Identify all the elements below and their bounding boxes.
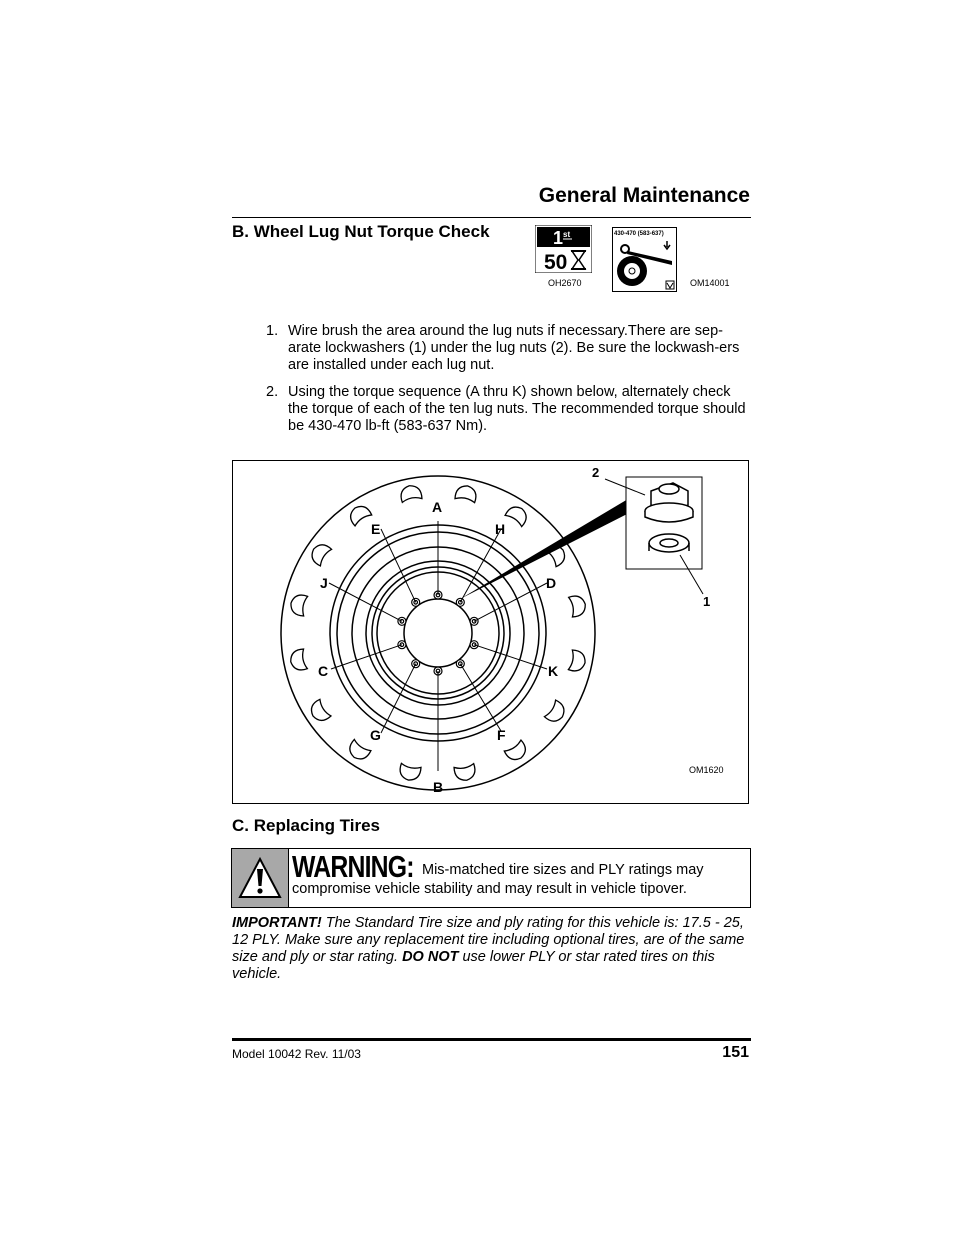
lug-nut-ring — [398, 591, 478, 675]
label-d: D — [546, 575, 557, 591]
tread-lug — [307, 699, 331, 724]
torque-spec-label: 430-470 (583-637) — [614, 231, 664, 237]
footer-model: Model 10042 Rev. 11/03 — [232, 1047, 361, 1061]
torque-spec-icon — [612, 227, 677, 292]
important-emphasis: DO NOT — [402, 949, 459, 965]
interval-hours: 50 — [544, 251, 568, 273]
service-interval-icon — [535, 225, 592, 273]
caption-om14001: OM14001 — [690, 278, 730, 288]
tread-lug — [346, 739, 371, 763]
caption-om1620: OM1620 — [689, 765, 724, 775]
tread-lug — [504, 740, 529, 764]
procedure-steps — [266, 323, 752, 445]
label-h: H — [495, 521, 506, 537]
caption-oh2670: OH2670 — [548, 278, 582, 288]
step-number: 1. — [266, 323, 279, 339]
tread-lug — [289, 593, 308, 616]
step-2 — [266, 384, 752, 435]
warning-text-line2: compromise vehicle stability and may result in vehicle tipover. — [292, 881, 687, 897]
warning-text-line1: Mis-matched tire sizes and PLY ratings may — [422, 862, 704, 878]
warning-title: WARNING: — [292, 849, 414, 884]
label-a: A — [432, 499, 443, 515]
step-number: 2. — [266, 384, 279, 400]
callout-washer: 1 — [703, 594, 711, 609]
section-title: General Maintenance — [538, 184, 750, 207]
tread-lug — [569, 594, 588, 617]
tread-lug — [455, 484, 478, 503]
tread-lug — [568, 650, 587, 673]
label-j: J — [320, 575, 328, 591]
label-k: K — [548, 663, 559, 679]
leader-line — [474, 583, 547, 621]
header-rule — [232, 217, 751, 218]
footer-rule — [232, 1038, 751, 1041]
tread-lug — [289, 649, 308, 672]
important-note — [232, 915, 752, 983]
page-number: 151 — [722, 1044, 749, 1061]
interval-first-suffix: st — [563, 230, 571, 239]
label-g: G — [370, 727, 381, 743]
important-text-1: The Standard Tire size and ply rating for this vehicle is: 17.5 - 25, 12 PLY. Make sure any replacement tire including optional tires, are of the same size and ply or star rating. — [232, 915, 745, 965]
tread-lug — [308, 541, 332, 566]
tread-lug — [399, 484, 422, 503]
important-text-2: use lower PLY or star rated tires on this vehicle. — [232, 949, 715, 982]
tread-lug — [347, 502, 372, 526]
label-e: E — [371, 521, 381, 537]
step-1 — [266, 323, 752, 374]
wheel-diagram — [233, 461, 750, 805]
leader-line — [331, 645, 402, 669]
heading-replacing-tires: C. Replacing Tires — [232, 816, 381, 835]
label-f: F — [497, 727, 506, 743]
step-text: Using the torque sequence (A thru K) shown below, alternately check the torque of each of the ten lug nuts. The recommended torque should be 430-470 lb-ft (583-637 Nm). — [288, 384, 746, 434]
leader-line — [460, 529, 501, 602]
lockwasher-detail — [649, 534, 689, 552]
label-c: C — [318, 663, 329, 679]
warning-triangle-icon — [232, 849, 288, 907]
important-lead: IMPORTANT! — [232, 915, 322, 931]
tire-icon — [617, 256, 647, 286]
callout-nut: 2 — [592, 465, 600, 480]
step-text: Wire brush the area around the lug nuts if necessary.There are sep-arate lockwashers (1) under the lug nuts (2). Be sure the lockwash-ers are installed under each lug nut. — [288, 323, 740, 373]
warning-box — [231, 848, 751, 908]
leader-line — [329, 583, 402, 621]
tread-lug — [505, 503, 530, 527]
tread-lug — [454, 764, 477, 783]
lug-nut-torque-figure — [232, 460, 749, 804]
label-b: B — [433, 779, 444, 795]
tread-lug — [398, 763, 421, 782]
heading-lug-nut-check: B. Wheel Lug Nut Torque Check — [232, 222, 490, 241]
warning-icon-cell — [232, 849, 289, 907]
tread-lug — [544, 700, 568, 725]
interval-first-number: 1 — [553, 228, 564, 248]
